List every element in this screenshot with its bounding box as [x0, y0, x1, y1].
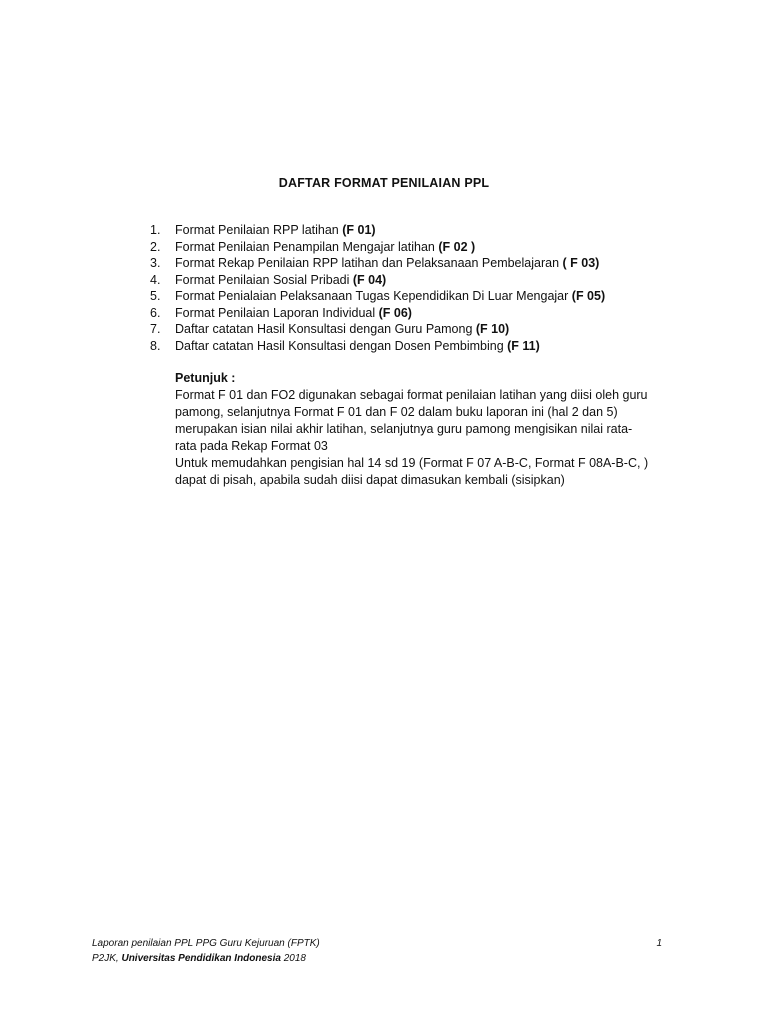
list-item [150, 272, 605, 289]
format-list [150, 222, 605, 354]
item-text: Format Penilaian Sosial Pribadi (F 04) [175, 272, 387, 287]
item-text: Format Penilaian Penampilan Mengajar latihan (F 02 ) [175, 239, 476, 254]
item-number: 2. [150, 239, 161, 254]
item-text: Format Rekap Penilaian RPP latihan dan Pelaksanaan Pembelajaran ( F 03) [175, 256, 600, 270]
instructions-line: dapat di pisah, apabila sudah diisi dapat dimasukan kembali (sisipkan) [175, 473, 565, 487]
item-text: Format Penilaian RPP latihan (F 01) [175, 223, 376, 237]
item-code: (F 05) [571, 289, 606, 303]
item-number: 4. [150, 272, 161, 287]
footer-institution: P2JK, Universitas Pendidikan Indonesia 2018 [92, 953, 306, 964]
instructions-line: pamong, selanjutnya Format F 01 dan F 02 dalam buku laporan ini (hal 2 dan 5) [175, 405, 618, 419]
list-item [150, 321, 605, 338]
item-text: Format Penialaian Pelaksanaan Tugas Kependidikan Di Luar Mengajar (F 05) [175, 289, 606, 303]
item-text: Daftar catatan Hasil Konsultasi dengan Guru Pamong (F 10) [175, 322, 510, 336]
item-code: ( F 03) [562, 256, 600, 270]
item-code: (F 06) [378, 305, 412, 320]
item-number: 6. [150, 305, 161, 320]
instructions-line: merupakan isian nilai akhir latihan, selanjutnya guru pamong mengisikan nilai rata- [175, 422, 633, 436]
page-number: 1 [656, 938, 662, 949]
footer-report-title: Laporan penilaian PPL PPG Guru Kejuruan (FPTK) [92, 938, 320, 949]
item-number: 8. [150, 338, 161, 353]
item-text: Format Penilaian Laporan Individual (F 06) [175, 305, 412, 320]
item-number: 7. [150, 322, 161, 336]
document-title: DAFTAR FORMAT PENILAIAN PPL [278, 176, 490, 190]
list-item [150, 239, 605, 256]
instructions-line: Format F 01 dan FO2 digunakan sebagai format penilaian latihan yang diisi oleh guru [175, 388, 648, 402]
item-number: 3. [150, 256, 161, 270]
instructions-line: rata pada Rekap Format 03 [175, 439, 328, 453]
list-item [150, 255, 605, 272]
item-text: Daftar catatan Hasil Konsultasi dengan Dosen Pembimbing (F 11) [175, 338, 540, 353]
instructions-heading: Petunjuk : [175, 371, 236, 385]
list-item [150, 288, 605, 305]
list-item [150, 305, 605, 322]
instructions-line: Untuk memudahkan pengisian hal 14 sd 19 (Format F 07 A-B-C, Format F 08A-B-C, ) [175, 456, 649, 470]
item-number: 1. [150, 223, 161, 237]
item-code: (F 02 ) [438, 239, 476, 254]
item-code: (F 11) [507, 338, 540, 353]
item-code: (F 04) [352, 272, 387, 287]
item-number: 5. [150, 289, 161, 303]
page-footer [92, 936, 662, 966]
item-code: (F 01) [342, 223, 376, 237]
instructions-section [175, 370, 670, 489]
list-item [150, 338, 605, 355]
list-item [150, 222, 605, 239]
item-code: (F 10) [475, 322, 510, 336]
